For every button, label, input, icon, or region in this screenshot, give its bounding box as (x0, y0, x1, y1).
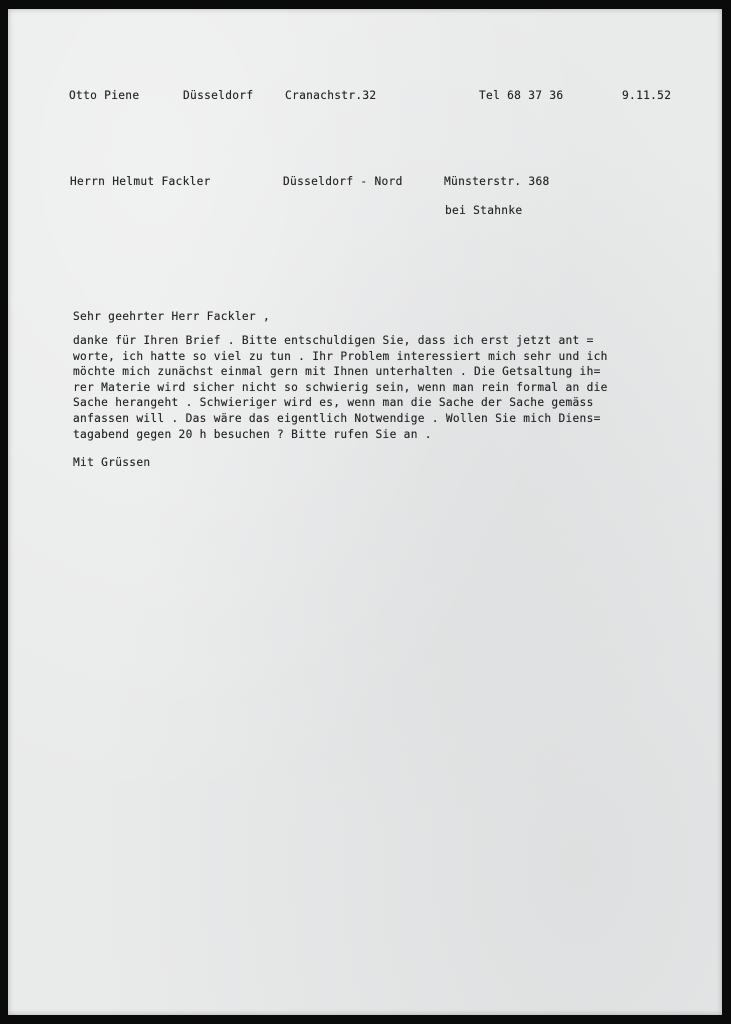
recipient-name: Herrn Helmut Fackler (70, 175, 211, 188)
body-line: tagabend gegen 20 h besuchen ? Bitte rufen Sie an . (73, 427, 432, 441)
body-line: möchte mich zunächst einmal gern mit Ihnen unterhalten . Die Getsaltung ih= (73, 365, 601, 379)
sender-city: Düsseldorf (183, 89, 254, 102)
letter-body (73, 333, 718, 442)
recipient-care-of: bei Stahnke (445, 204, 523, 217)
body-line: danke für Ihren Brief . Bitte entschuldigen Sie, dass ich erst jetzt ant = (73, 334, 594, 347)
recipient-street: Münsterstr. 368 (444, 175, 550, 188)
body-line: worte, ich hatte so viel zu tun . Ihr Problem interessiert mich sehr und ich (73, 349, 608, 363)
letter-paper (8, 9, 722, 1015)
body-line: Sache herangeht . Schwieriger wird es, wenn man die Sache der Sache gemäss (73, 396, 594, 410)
sender-phone: Tel 68 37 36 (479, 89, 564, 102)
closing: Mit Grüssen (73, 456, 151, 469)
salutation: Sehr geehrter Herr Fackler , (73, 310, 270, 323)
body-line: rer Materie wird sicher nicht so schwierig sein, wenn man rein formal an die (73, 380, 608, 394)
sender-name: Otto Piene (69, 89, 140, 102)
body-line: anfassen will . Das wäre das eigentlich Notwendige . Wollen Sie mich Diens= (73, 411, 601, 425)
letter-date: 9.11.52 (622, 89, 672, 102)
sender-street: Cranachstr.32 (285, 89, 377, 102)
recipient-city: Düsseldorf - Nord (283, 175, 403, 188)
